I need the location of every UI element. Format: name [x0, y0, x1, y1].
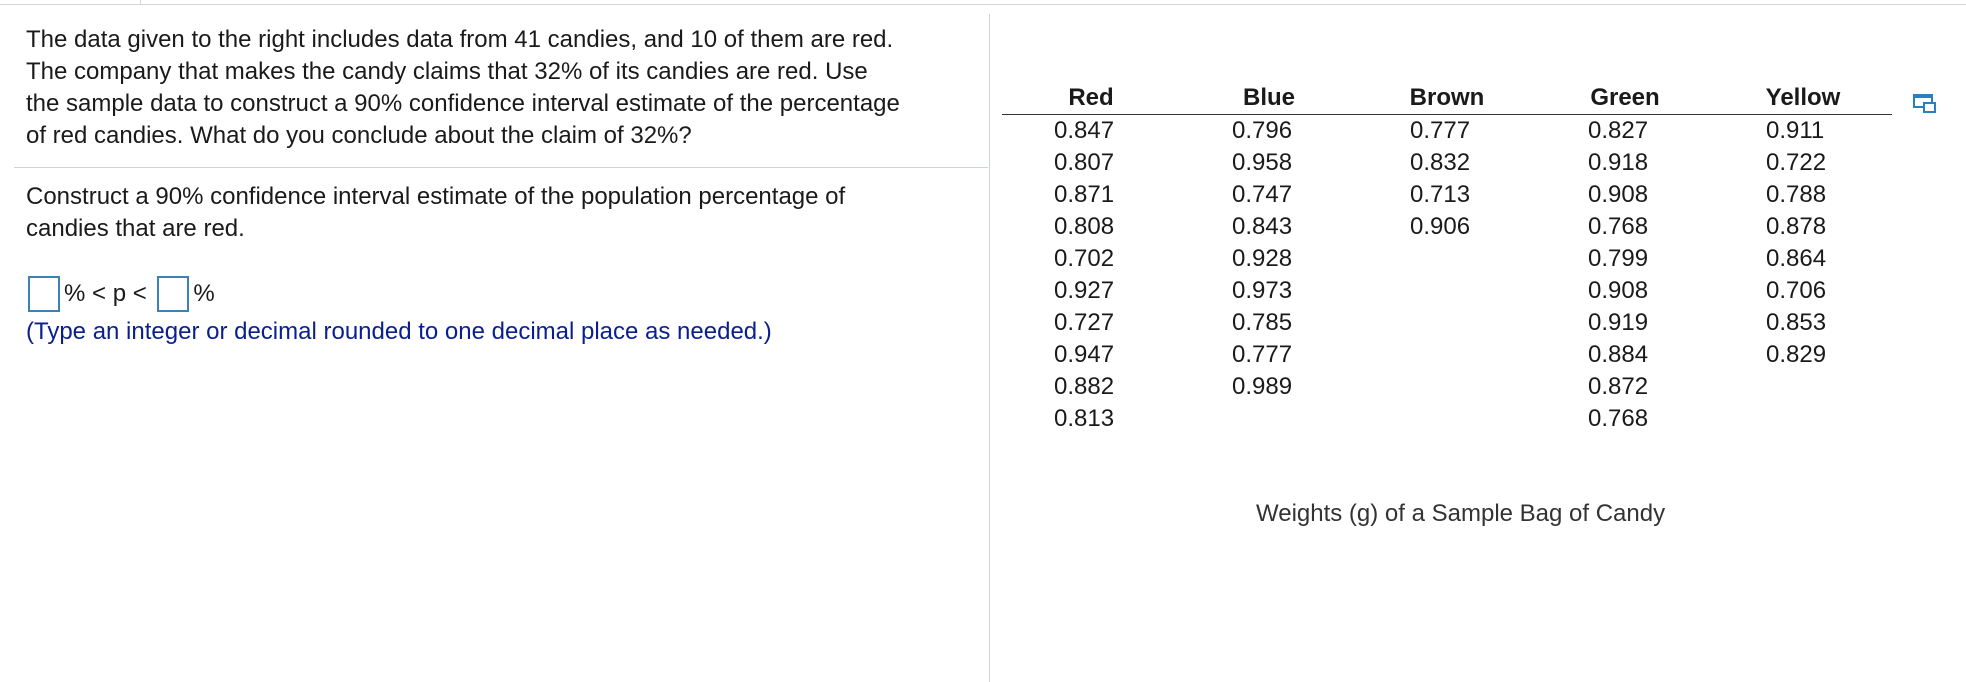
upper-bound-input[interactable] — [157, 276, 189, 312]
table-cell — [1358, 403, 1536, 435]
table-cell — [1714, 403, 1892, 435]
table-cell: 0.958 — [1232, 148, 1293, 176]
percent-sign: % — [193, 280, 215, 307]
table-row — [1002, 114, 1892, 147]
popout-window-icon-glyph — [1913, 94, 1937, 114]
table-cell: 0.989 — [1232, 372, 1293, 400]
table-row — [1002, 403, 1892, 435]
table-cell: 0.722 — [1766, 148, 1827, 176]
answer-format-hint: (Type an integer or decimal rounded to one decimal place as needed.) — [26, 318, 772, 345]
table-cell: 0.927 — [1054, 276, 1115, 304]
table-cell: 0.713 — [1410, 180, 1471, 208]
table-cell — [1358, 243, 1536, 275]
question-line: the sample data to construct a 90% confidence interval estimate of the percentage — [26, 90, 900, 117]
table-cell: 0.813 — [1054, 404, 1115, 432]
table-cell: 0.768 — [1588, 404, 1649, 432]
instruction-text — [26, 181, 986, 245]
confidence-interval-answer — [28, 274, 219, 314]
table-row — [1002, 275, 1892, 307]
table-cell — [1358, 307, 1536, 339]
column-header-green: Green — [1536, 82, 1714, 114]
table-cell: 0.906 — [1410, 212, 1471, 240]
table-cell — [1358, 339, 1536, 371]
table-cell: 0.878 — [1766, 212, 1827, 240]
question-line: of red candies. What do you conclude about the claim of 32%? — [26, 122, 692, 149]
candy-weights-table — [1002, 82, 1892, 435]
table-cell: 0.768 — [1588, 212, 1649, 240]
table-row — [1002, 211, 1892, 243]
table-cell: 0.973 — [1232, 276, 1293, 304]
lower-bound-input[interactable] — [28, 276, 60, 312]
interval-inequality-text: % < p < — [64, 280, 154, 307]
question-line: The company that makes the candy claims that 32% of its candies are red. Use — [26, 58, 868, 85]
table-row — [1002, 147, 1892, 179]
table-cell: 0.727 — [1054, 308, 1115, 336]
popout-window-icon[interactable] — [1913, 94, 1937, 114]
table-cell: 0.788 — [1766, 180, 1827, 208]
table-cell: 0.843 — [1232, 212, 1293, 240]
table-header-row — [1002, 82, 1892, 114]
table-cell: 0.911 — [1766, 116, 1825, 144]
table-cell: 0.864 — [1766, 244, 1827, 272]
table-cell: 0.827 — [1588, 116, 1649, 144]
table-cell: 0.777 — [1410, 116, 1471, 144]
table-cell: 0.808 — [1054, 212, 1115, 240]
table-cell: 0.908 — [1588, 276, 1649, 304]
table-cell: 0.847 — [1054, 116, 1115, 144]
table-cell — [1358, 275, 1536, 307]
column-header-yellow: Yellow — [1714, 82, 1892, 114]
question-line: The data given to the right includes data from 41 candies, and 10 of them are red. — [26, 26, 894, 53]
table-caption: Weights (g) of a Sample Bag of Candy — [1256, 500, 1666, 527]
table-row — [1002, 243, 1892, 275]
table-cell: 0.928 — [1232, 244, 1293, 272]
table-cell: 0.882 — [1054, 372, 1115, 400]
table-cell: 0.853 — [1766, 308, 1827, 336]
table-cell: 0.799 — [1588, 244, 1649, 272]
instruction-line: candies that are red. — [26, 215, 245, 242]
column-header-blue: Blue — [1180, 82, 1358, 114]
instruction-line: Construct a 90% confidence interval estimate of the population percentage of — [26, 183, 846, 210]
table-cell: 0.918 — [1588, 148, 1649, 176]
table-cell — [1358, 371, 1536, 403]
table-cell: 0.908 — [1588, 180, 1649, 208]
table-cell: 0.785 — [1232, 308, 1293, 336]
table-cell: 0.947 — [1054, 340, 1115, 368]
table-cell: 0.807 — [1054, 148, 1115, 176]
table-row — [1002, 339, 1892, 371]
section-divider — [14, 167, 988, 168]
table-cell: 0.884 — [1588, 340, 1649, 368]
table-cell: 0.702 — [1054, 244, 1115, 272]
pane-divider — [989, 14, 990, 682]
table-cell: 0.706 — [1766, 276, 1827, 304]
question-text — [26, 24, 986, 152]
table-cell: 0.747 — [1232, 180, 1293, 208]
table-cell: 0.919 — [1588, 308, 1649, 336]
column-header-red: Red — [1002, 82, 1180, 114]
table-cell — [1180, 403, 1358, 435]
table-cell: 0.872 — [1588, 372, 1649, 400]
table-cell: 0.777 — [1232, 340, 1293, 368]
table-row — [1002, 307, 1892, 339]
table-cell: 0.829 — [1766, 340, 1827, 368]
table-cell: 0.832 — [1410, 148, 1471, 176]
table-cell: 0.871 — [1054, 180, 1115, 208]
column-header-brown: Brown — [1358, 82, 1536, 114]
table-cell: 0.796 — [1232, 116, 1293, 144]
table-row — [1002, 371, 1892, 403]
table-cell — [1714, 371, 1892, 403]
table-row — [1002, 179, 1892, 211]
